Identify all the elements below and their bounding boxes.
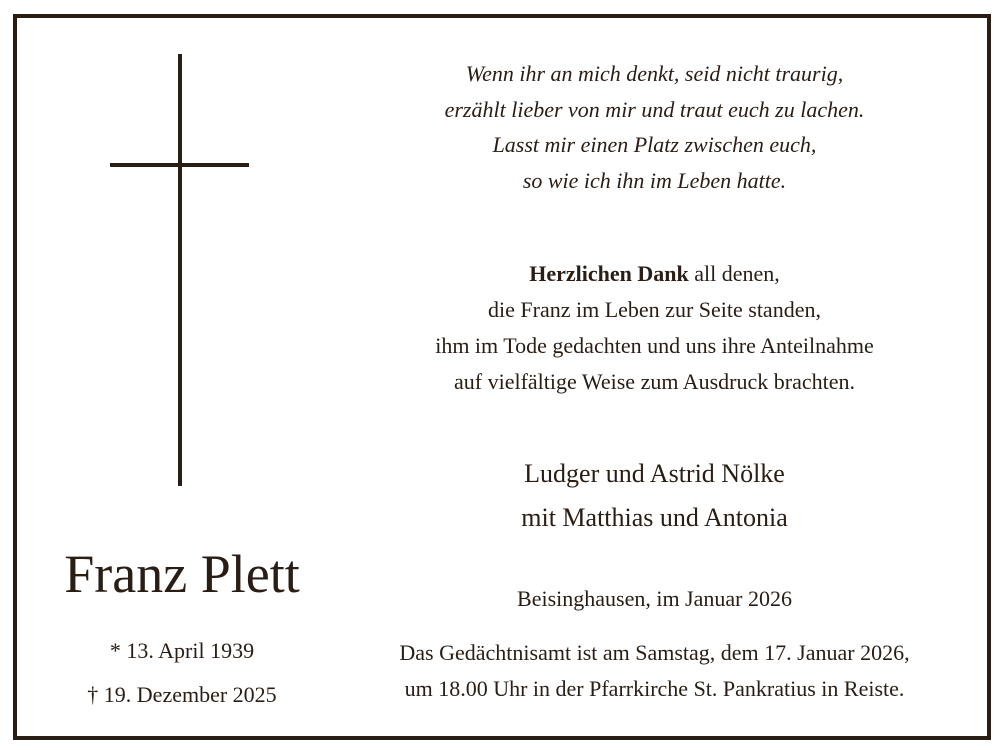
poem-line: so wie ich ihn im Leben hatte. xyxy=(522,167,787,193)
poem xyxy=(352,56,957,198)
thanks-line-rest: all denen, xyxy=(688,261,780,286)
thanks-line: auf vielfältige Weise zum Ausdruck brachten. xyxy=(453,369,856,394)
service-line: Das Gedächtnisamt ist am Samstag, dem 17. Januar 2026, xyxy=(399,640,910,665)
cross-vertical-beam xyxy=(178,54,182,486)
thanks-line: ihm im Tode gedachten und uns ihre Anteilnahme xyxy=(435,333,874,358)
poem-line: Lasst mir einen Platz zwischen euch, xyxy=(492,132,817,157)
service-line: um 18.00 Uhr in der Pfarrkirche St. Pankratius in Reiste. xyxy=(404,676,905,701)
thanks-line: die Franz im Leben zur Seite standen, xyxy=(488,297,821,322)
deceased-name: Franz Plett xyxy=(64,544,300,604)
poem-line: Wenn ihr an mich denkt, seid nicht traurig, xyxy=(465,61,844,86)
memorial-service-notice xyxy=(352,635,957,707)
family-signature xyxy=(352,452,957,540)
family-line: Ludger und Astrid Nölke xyxy=(524,459,785,488)
life-dates xyxy=(17,629,347,717)
obituary-card xyxy=(13,14,991,740)
place-date: Beisinghausen, im Januar 2026 xyxy=(517,586,792,611)
cross-horizontal-beam xyxy=(110,163,249,167)
death-date: † 19. Dezember 2025 xyxy=(87,682,277,707)
poem-line: erzählt lieber von mir und traut euch zu lachen. xyxy=(444,96,865,122)
thanks-line xyxy=(352,256,957,292)
family-line: mit Matthias und Antonia xyxy=(521,503,788,532)
thanks-text xyxy=(352,256,957,400)
thanks-heading: Herzlichen Dank xyxy=(529,261,689,286)
birth-date: * 13. April 1939 xyxy=(109,638,255,663)
